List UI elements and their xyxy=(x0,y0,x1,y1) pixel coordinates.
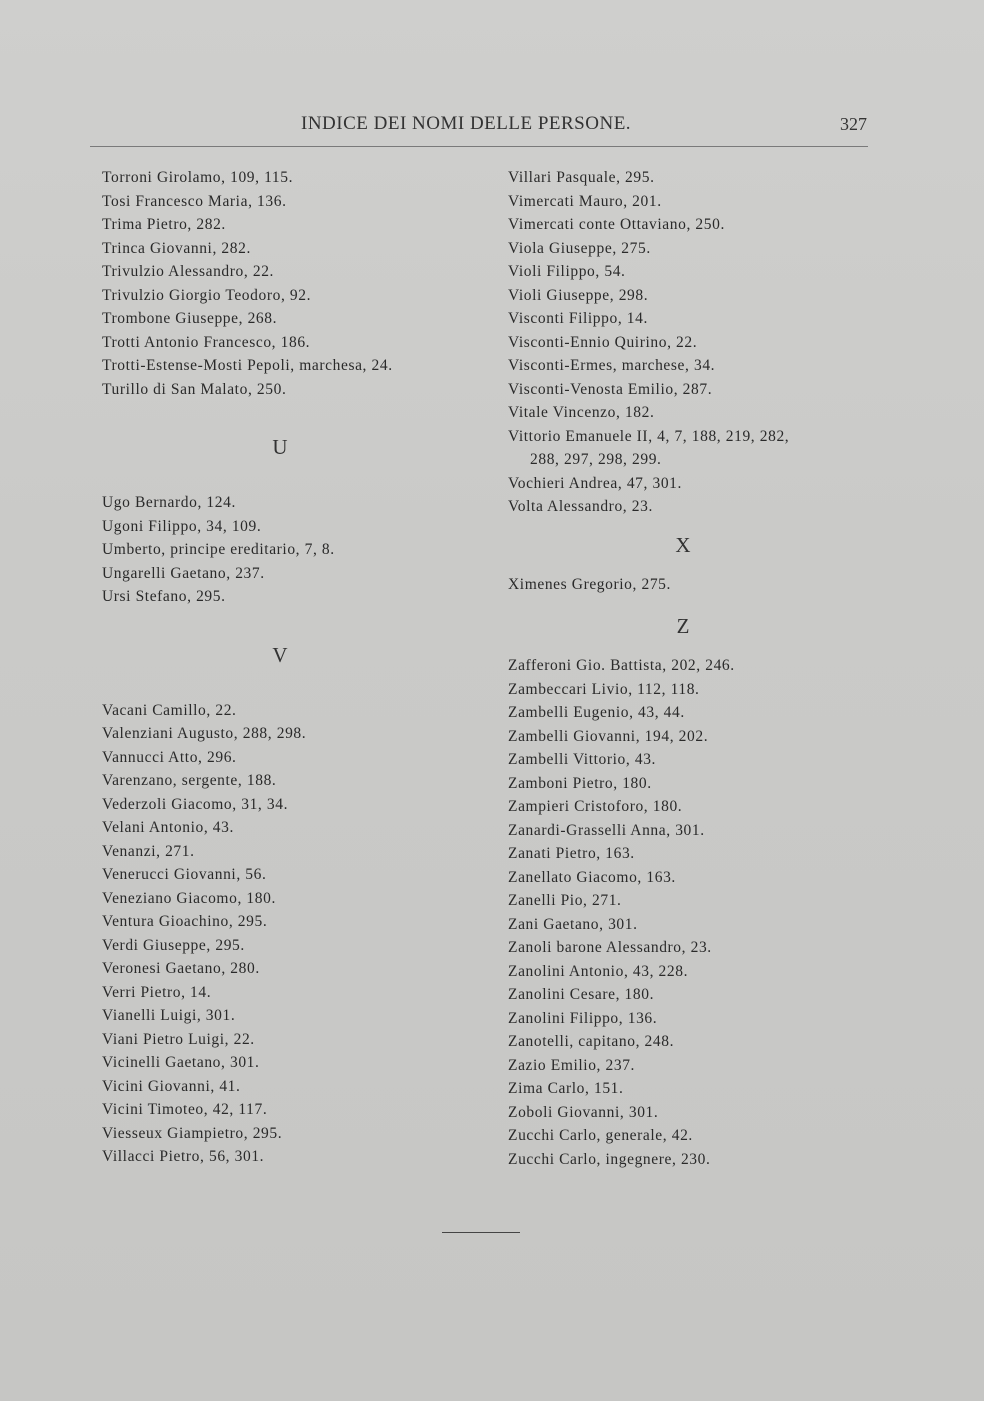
index-entry: Velani Antonio, 43. xyxy=(102,819,234,836)
index-entry: Ursi Stefano, 295. xyxy=(102,588,226,605)
index-entry: Veneziano Giacomo, 180. xyxy=(102,889,276,907)
index-entry: Zambelli Eugenio, 43, 44. xyxy=(508,704,685,721)
index-entry: Zani Gaetano, 301. xyxy=(508,915,638,933)
index-entry: Viani Pietro Luigi, 22. xyxy=(102,1030,255,1048)
z-entries xyxy=(508,654,888,1171)
index-entry: Zanelli Pio, 271. xyxy=(508,892,622,909)
index-entry: Zanoli barone Alessandro, 23. xyxy=(508,939,712,956)
index-entry: Verdi Giuseppe, 295. xyxy=(102,936,245,954)
index-entry: Trivulzio Giorgio Teodoro, 92. xyxy=(102,286,312,304)
v-entries-right-after xyxy=(508,472,888,519)
index-entry: Venanzi, 271. xyxy=(102,842,195,860)
index-entry: Vederzoli Giacomo, 31, 34. xyxy=(102,795,289,813)
index-entry: Ugo Bernardo, 124. xyxy=(102,494,236,511)
section-letter-x: X xyxy=(675,532,691,557)
index-entry: Zucchi Carlo, ingegnere, 230. xyxy=(508,1150,711,1168)
index-entry: Vicini Giovanni, 41. xyxy=(102,1077,241,1095)
index-entry: Ugoni Filippo, 34, 109. xyxy=(102,517,262,535)
index-entry: Ximenes Gregorio, 275. xyxy=(508,575,672,593)
index-entry: Varenzano, sergente, 188. xyxy=(102,772,277,789)
index-entry: Trotti-Estense-Mosti Pepoli, marchesa, 24. xyxy=(102,357,393,374)
index-entry: Zambeccari Livio, 112, 118. xyxy=(508,680,700,698)
index-entry: Vimercati conte Ottaviano, 250. xyxy=(508,216,725,233)
index-entry: Zafferoni Gio. Battista, 202, 246. xyxy=(508,657,735,674)
section-letter-v: V xyxy=(272,642,288,667)
header-rule xyxy=(90,146,868,147)
index-entry: Zanolini Antonio, 43, 228. xyxy=(508,962,689,980)
index-entry: Venerucci Giovanni, 56. xyxy=(102,866,267,883)
index-entry: Turillo di San Malato, 250. xyxy=(102,380,287,398)
index-entry: Zoboli Giovanni, 301. xyxy=(508,1103,659,1121)
index-entry: Tosi Francesco Maria, 136. xyxy=(102,192,287,210)
page-number: 327 xyxy=(840,114,867,134)
index-entry: Violi Giuseppe, 298. xyxy=(508,286,649,304)
index-entry: Vimercati Mauro, 201. xyxy=(508,192,662,210)
index-entry: Trivulzio Alessandro, 22. xyxy=(102,263,275,280)
index-entry: Trombone Giuseppe, 268. xyxy=(102,310,278,327)
index-entry: Zanotelli, capitano, 248. xyxy=(508,1033,675,1050)
u-entries xyxy=(102,491,482,609)
section-letter-z: Z xyxy=(676,614,690,638)
index-entry: Zanati Pietro, 163. xyxy=(508,845,635,862)
index-entry: Vacani Camillo, 22. xyxy=(102,701,237,719)
index-entry: Zima Carlo, 151. xyxy=(508,1080,624,1097)
x-entries xyxy=(508,573,888,597)
index-entry: Zamboni Pietro, 180. xyxy=(508,774,652,792)
index-entry: Ventura Gioachino, 295. xyxy=(102,913,268,930)
index-entry: Torroni Girolamo, 109, 115. xyxy=(102,169,294,186)
index-entry: Violi Filippo, 54. xyxy=(508,263,626,280)
index-entry: Vianelli Luigi, 301. xyxy=(102,1007,236,1024)
index-entry: Zucchi Carlo, generale, 42. xyxy=(508,1127,693,1144)
index-entry: Viola Giuseppe, 275. xyxy=(508,239,651,257)
index-entry: Visconti Filippo, 14. xyxy=(508,310,648,327)
index-entry: Viesseux Giampietro, 295. xyxy=(102,1124,283,1142)
left-column xyxy=(102,166,482,1169)
index-entry: Trima Pietro, 282. xyxy=(102,216,226,233)
index-entry: Zambelli Vittorio, 43. xyxy=(508,751,657,768)
v-entries-right xyxy=(508,166,888,448)
index-entry: Visconti-Ermes, marchese, 34. xyxy=(508,357,716,374)
index-entry: Zanardi-Grasselli Anna, 301. xyxy=(508,821,705,839)
index-entry: Zampieri Cristoforo, 180. xyxy=(508,798,683,815)
index-entry: Zanolini Cesare, 180. xyxy=(508,986,655,1003)
index-entry: Visconti-Venosta Emilio, 287. xyxy=(508,380,713,398)
index-entry: Verri Pietro, 14. xyxy=(102,983,212,1001)
index-entry: Villari Pasquale, 295. xyxy=(508,169,655,186)
index-entry: Trinca Giovanni, 282. xyxy=(102,239,251,257)
index-entry: Zanolini Filippo, 136. xyxy=(508,1009,658,1027)
index-entry: Ungarelli Gaetano, 237. xyxy=(102,564,265,582)
index-entry: Vitale Vincenzo, 182. xyxy=(508,404,655,421)
v-entries-left xyxy=(102,699,482,1169)
index-entry: Veronesi Gaetano, 280. xyxy=(102,960,260,977)
end-rule xyxy=(442,1232,520,1233)
running-header xyxy=(0,113,984,137)
index-entry: Trotti Antonio Francesco, 186. xyxy=(102,333,311,351)
section-letter-u: U xyxy=(272,435,288,459)
index-entry: Vannucci Atto, 296. xyxy=(102,748,237,766)
index-entry: Villacci Pietro, 56, 301. xyxy=(102,1148,265,1165)
index-entry: Vicinelli Gaetano, 301. xyxy=(102,1054,260,1071)
index-entry: Umberto, principe ereditario, 7, 8. xyxy=(102,541,335,558)
index-entry: Visconti-Ennio Quirino, 22. xyxy=(508,333,698,351)
index-entry: Volta Alessandro, 23. xyxy=(508,498,653,515)
index-entry-continuation: 288, 297, 298, 299. xyxy=(530,451,662,468)
index-entry: Valenziani Augusto, 288, 298. xyxy=(102,725,307,742)
index-entry: Zambelli Giovanni, 194, 202. xyxy=(508,727,709,745)
index-entry: Vittorio Emanuele II, 4, 7, 188, 219, 282, xyxy=(508,427,790,445)
index-entry: Zanellato Giacomo, 163. xyxy=(508,868,676,886)
t-entries xyxy=(102,166,482,401)
header-title: INDICE DEI NOMI DELLE PERSONE. xyxy=(301,113,632,134)
right-column xyxy=(508,166,888,1171)
index-entry: Vicini Timoteo, 42, 117. xyxy=(102,1101,268,1118)
index-entry: Vochieri Andrea, 47, 301. xyxy=(508,474,682,492)
index-entry: Zazio Emilio, 237. xyxy=(508,1056,636,1074)
